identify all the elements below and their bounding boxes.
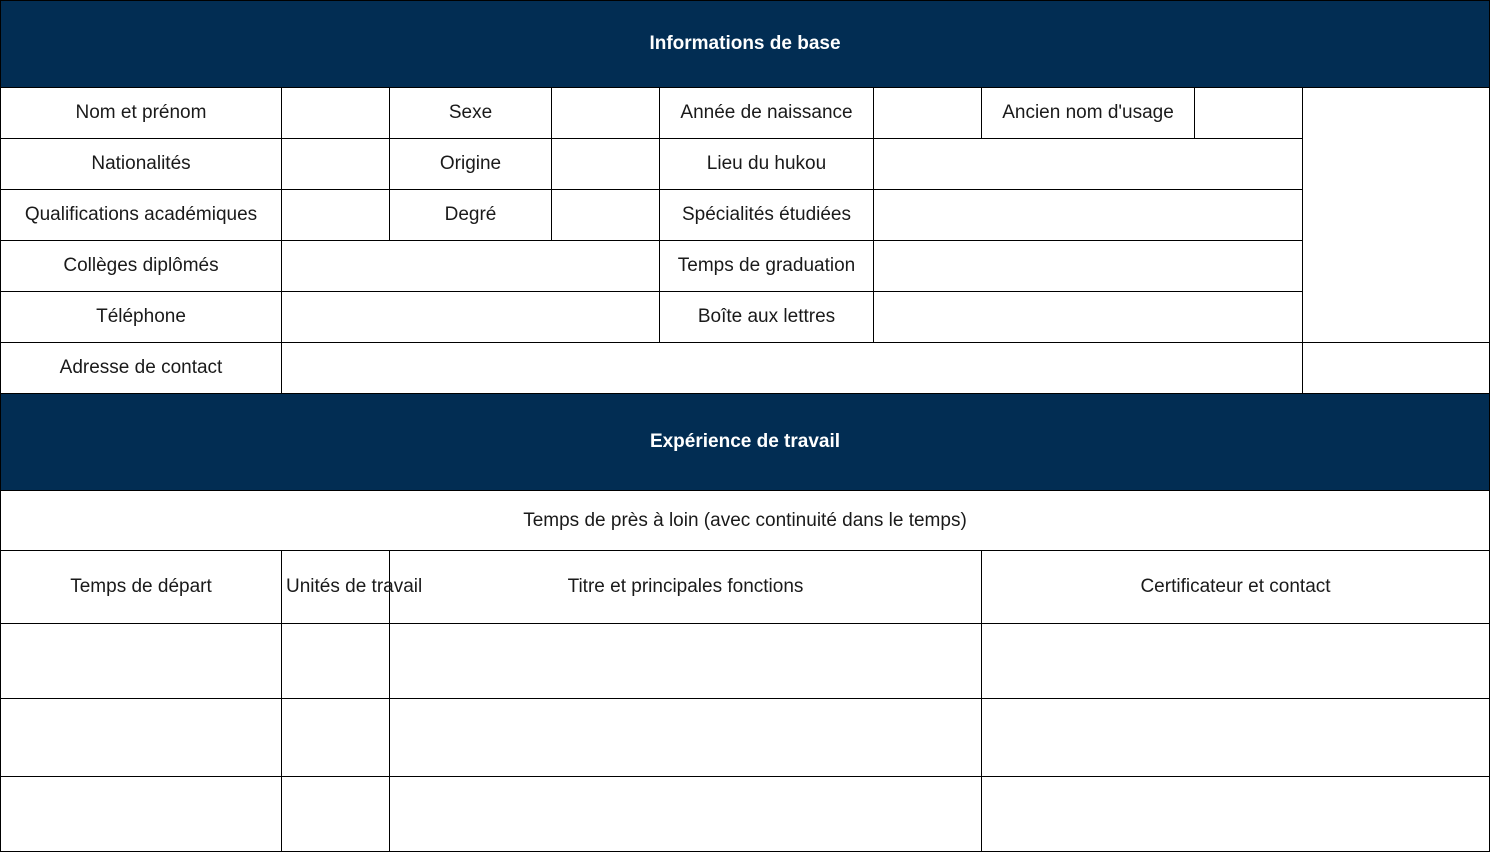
nationality-label: Nationalités (1, 139, 282, 190)
major-field[interactable] (874, 190, 1303, 241)
work-unit-header: Unités de travail (282, 551, 390, 624)
origin-field[interactable] (552, 139, 660, 190)
phone-field[interactable] (282, 292, 660, 343)
address-label: Adresse de contact (1, 343, 282, 394)
start-time-header: Temps de départ (1, 551, 282, 624)
degree-label: Degré (390, 190, 552, 241)
hukou-place-label: Lieu du hukou (660, 139, 874, 190)
full-name-field[interactable] (282, 88, 390, 139)
table-row (1, 777, 1490, 852)
origin-label: Origine (390, 139, 552, 190)
former-name-field[interactable] (1195, 88, 1303, 139)
photo-area (1303, 88, 1490, 343)
qualifications-field[interactable] (282, 190, 390, 241)
address-field[interactable] (282, 343, 1303, 394)
nationality-field[interactable] (282, 139, 390, 190)
graduation-time-field[interactable] (874, 241, 1303, 292)
work-unit-cell[interactable] (282, 699, 390, 777)
gender-label: Sexe (390, 88, 552, 139)
start-time-cell[interactable] (1, 777, 282, 852)
table-row (1, 624, 1490, 699)
mailbox-label: Boîte aux lettres (660, 292, 874, 343)
mailbox-field[interactable] (874, 292, 1303, 343)
title-duties-cell[interactable] (390, 624, 982, 699)
former-name-label: Ancien nom d'usage (982, 88, 1195, 139)
certifier-header: Certificateur et contact (982, 551, 1490, 624)
certifier-cell[interactable] (982, 699, 1490, 777)
start-time-cell[interactable] (1, 624, 282, 699)
gender-field[interactable] (552, 88, 660, 139)
hukou-place-field[interactable] (874, 139, 1303, 190)
phone-label: Téléphone (1, 292, 282, 343)
work-unit-cell[interactable] (282, 624, 390, 699)
degree-field[interactable] (552, 190, 660, 241)
qualifications-label: Qualifications académiques (1, 190, 282, 241)
birth-year-field[interactable] (874, 88, 982, 139)
work-experience-title: Expérience de travail (1, 394, 1490, 491)
college-field[interactable] (282, 241, 660, 292)
college-label: Collèges diplômés (1, 241, 282, 292)
certifier-cell[interactable] (982, 777, 1490, 852)
work-unit-cell[interactable] (282, 777, 390, 852)
table-row (1, 699, 1490, 777)
address-extra-cell (1303, 343, 1490, 394)
title-duties-cell[interactable] (390, 777, 982, 852)
major-label: Spécialités étudiées (660, 190, 874, 241)
full-name-label: Nom et prénom (1, 88, 282, 139)
title-duties-header: Titre et principales fonctions (390, 551, 982, 624)
title-duties-cell[interactable] (390, 699, 982, 777)
basic-info-title: Informations de base (1, 1, 1490, 88)
certifier-cell[interactable] (982, 624, 1490, 699)
birth-year-label: Année de naissance (660, 88, 874, 139)
start-time-cell[interactable] (1, 699, 282, 777)
work-experience-note: Temps de près à loin (avec continuité dans le temps) (1, 491, 1490, 551)
graduation-time-label: Temps de graduation (660, 241, 874, 292)
